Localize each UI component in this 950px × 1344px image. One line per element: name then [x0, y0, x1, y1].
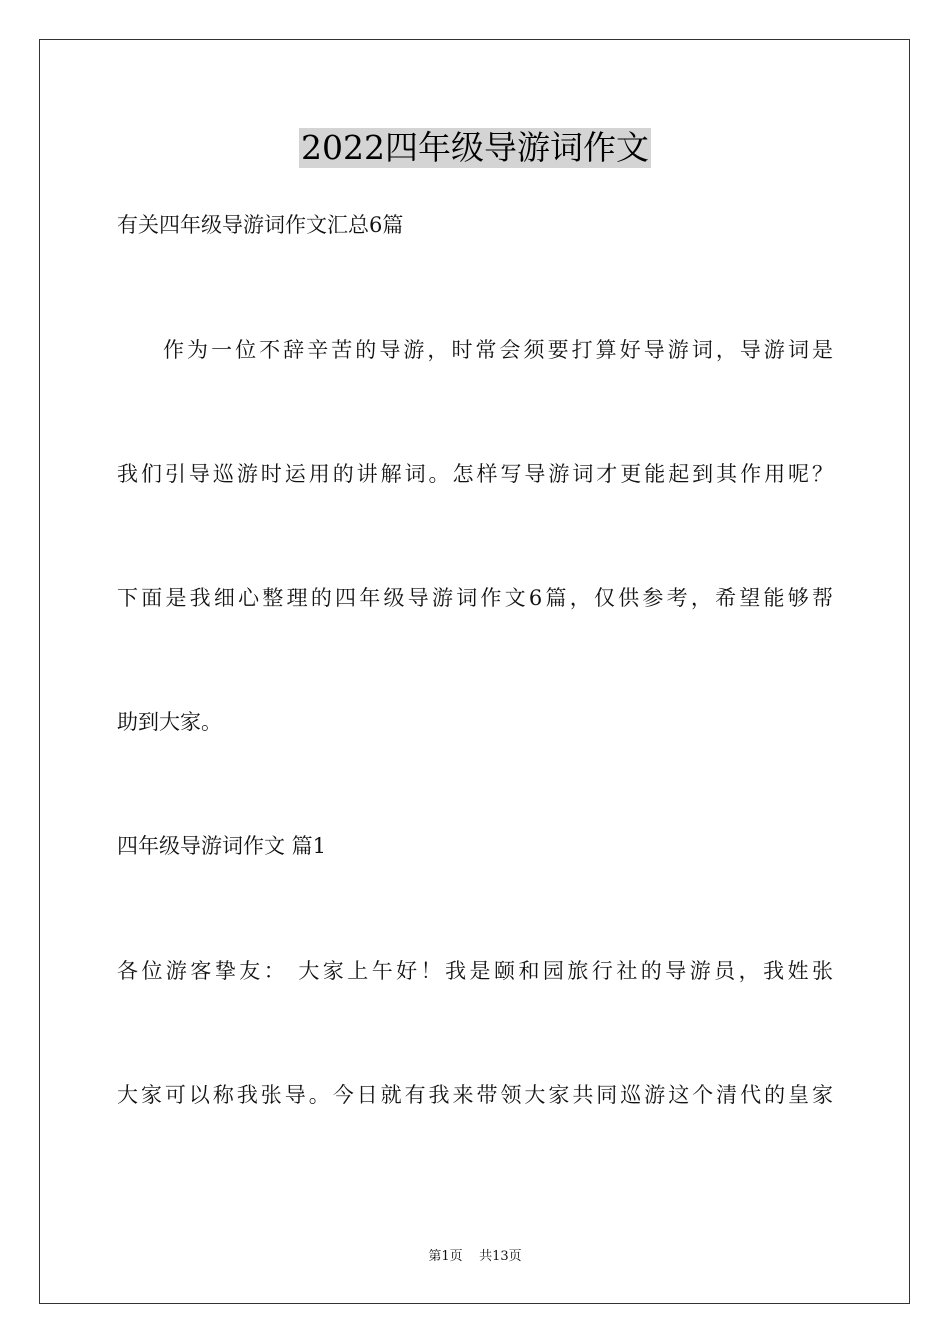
paragraph-line-3: 下面是我细心整理的四年级导游词作文6篇，仅供参考，希望能够帮 [117, 586, 833, 610]
paragraph-line-1: 作为一位不辞辛苦的导游，时常会须要打算好导游词，导游词是 [163, 338, 833, 362]
subtitle-line: 有关四年级导游词作文汇总6篇 [117, 213, 404, 237]
paragraph-line-2: 我们引导巡游时运用的讲解词。怎样写导游词才更能起到其作用呢？ [117, 462, 833, 486]
document-title: 2022四年级导游词作文 [301, 128, 649, 167]
page-footer: 第1页 共13页 [428, 1249, 522, 1264]
body-line-1: 各位游客挚友： 大家上午好！我是颐和园旅行社的导游员，我姓张 [117, 959, 833, 983]
section-heading: 四年级导游词作文 篇1 [117, 834, 327, 858]
body-line-2: 大家可以称我张导。今日就有我来带领大家共同巡游这个清代的皇家 [117, 1083, 833, 1107]
paragraph-line-4: 助到大家。 [117, 710, 222, 734]
title-container [0, 128, 950, 168]
